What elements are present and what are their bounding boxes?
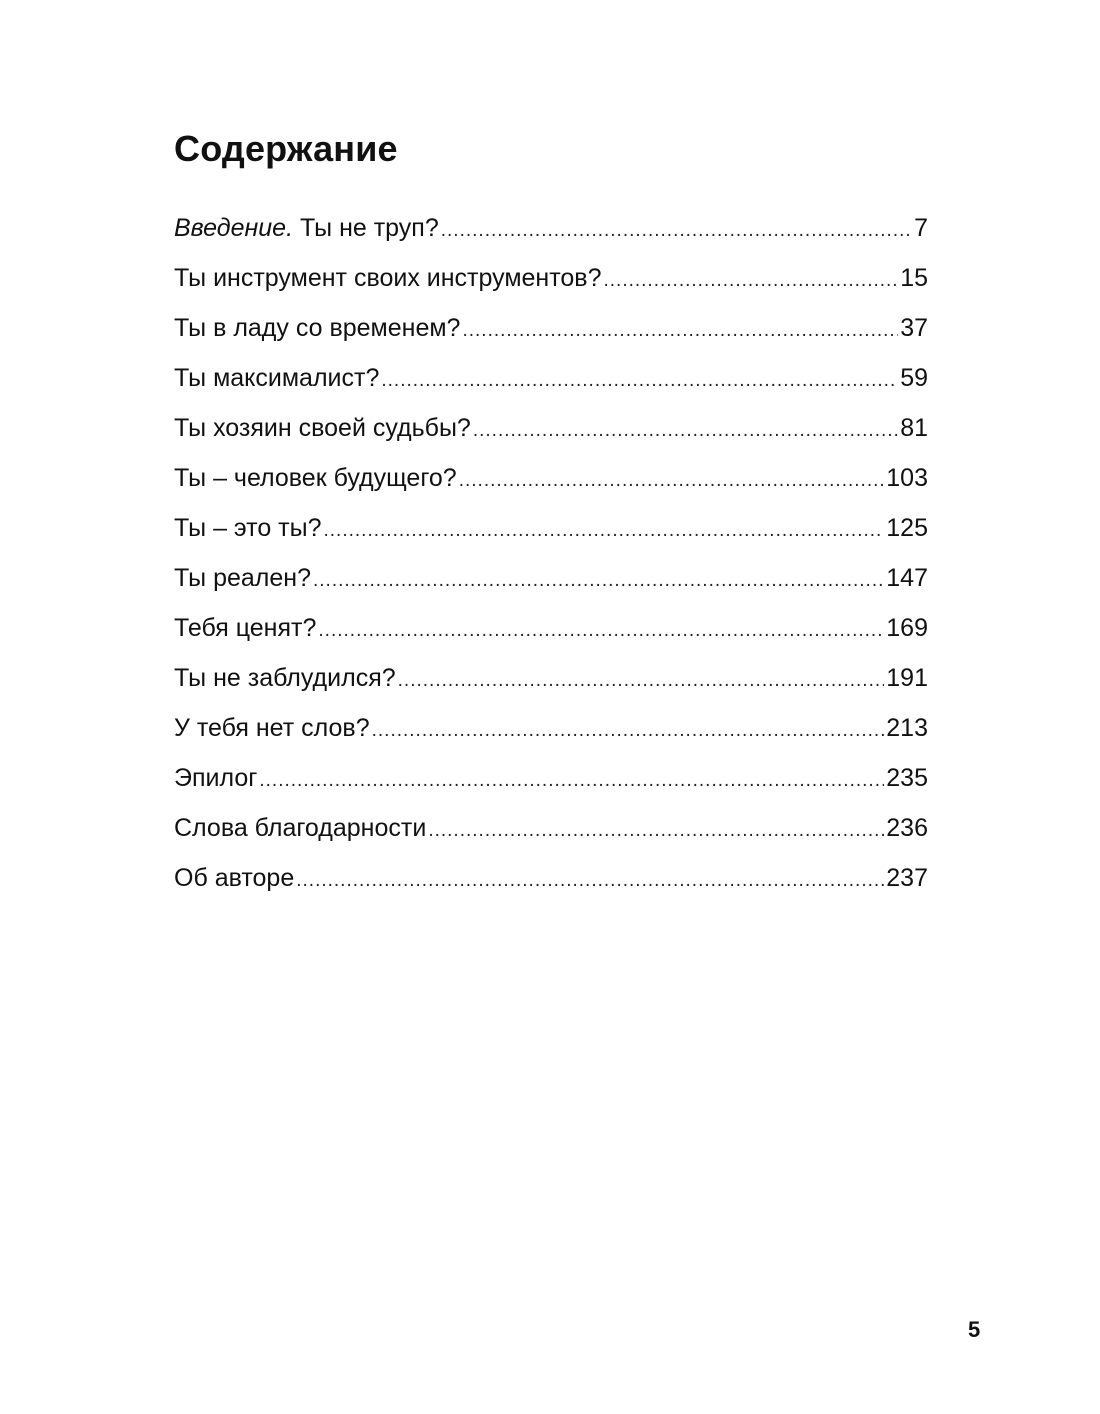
toc-entry[interactable]: [174, 408, 928, 458]
toc-entry-page: 15: [900, 264, 928, 292]
toc-entry[interactable]: [174, 458, 928, 508]
page-number: 5: [968, 1317, 981, 1342]
toc-entry-page: 236: [886, 814, 928, 842]
dot-leader: [372, 711, 885, 751]
toc-entry[interactable]: [174, 308, 928, 358]
toc-entry-page: 7: [914, 214, 928, 242]
dot-leader: [462, 311, 898, 351]
toc-entry-title: Тебя ценят?: [174, 614, 317, 642]
toc-entry[interactable]: [174, 858, 928, 908]
toc-entry-title: Ты не заблудился?: [174, 664, 396, 692]
toc-entry-page: 235: [886, 764, 928, 792]
toc-entry-page: 59: [900, 364, 928, 392]
toc-entry-page: 125: [886, 514, 928, 542]
toc-entry[interactable]: [174, 808, 928, 858]
toc-entry-title: Ты хозяин своей судьбы?: [174, 414, 471, 442]
dot-leader: [318, 611, 884, 651]
toc-entry-title-group: [174, 208, 439, 248]
toc-entry-page: 169: [886, 614, 928, 642]
dot-leader: [428, 811, 884, 851]
toc-entry-title: Об авторе: [174, 864, 295, 892]
toc-entry[interactable]: [174, 358, 928, 408]
toc-entry-title: Ты максималист?: [174, 364, 380, 392]
toc-entry-page: 103: [886, 464, 928, 492]
toc-entry[interactable]: [174, 708, 928, 758]
toc-entry-title: Ты инструмент своих инструментов?: [174, 264, 602, 292]
dot-leader: [441, 211, 912, 251]
toc-entry-page: 191: [886, 664, 928, 692]
toc-entry-page: 81: [900, 414, 928, 442]
toc-entry-page: 147: [886, 564, 928, 592]
toc-entry[interactable]: [174, 208, 928, 258]
dot-leader: [313, 561, 884, 601]
toc-entry-title: Ты – это ты?: [174, 514, 322, 542]
toc-entry[interactable]: [174, 508, 928, 558]
dot-leader: [459, 461, 885, 501]
toc-entry-title: Эпилог: [174, 764, 258, 792]
toc-entry[interactable]: [174, 758, 928, 808]
toc-entry[interactable]: [174, 558, 928, 608]
dot-leader: [398, 661, 885, 701]
dot-leader: [473, 411, 898, 451]
toc-entry[interactable]: [174, 658, 928, 708]
dot-leader: [324, 511, 885, 551]
toc-entry-page: 237: [886, 864, 928, 892]
dot-leader: [603, 261, 898, 301]
toc-entry-title: Ты реален?: [174, 564, 311, 592]
toc-entry-title: Ты не труп?: [299, 214, 439, 242]
toc-entry-page: 213: [886, 714, 928, 742]
toc-entry-title: Слова благодарности: [174, 814, 427, 842]
toc-entry[interactable]: [174, 258, 928, 308]
page-title: Содержание: [174, 128, 398, 169]
dot-leader: [259, 761, 884, 801]
toc-entry-title: У тебя нет слов?: [174, 714, 370, 742]
dot-leader: [296, 861, 884, 901]
toc-entry[interactable]: [174, 608, 928, 658]
toc-entry-title: Ты в ладу со временем?: [174, 314, 461, 342]
toc-entry-label: Введение.: [174, 214, 294, 242]
table-of-contents: [174, 208, 928, 908]
toc-entry-title: Ты – человек будущего?: [174, 464, 457, 492]
toc-entry-page: 37: [900, 314, 928, 342]
dot-leader: [381, 361, 898, 401]
